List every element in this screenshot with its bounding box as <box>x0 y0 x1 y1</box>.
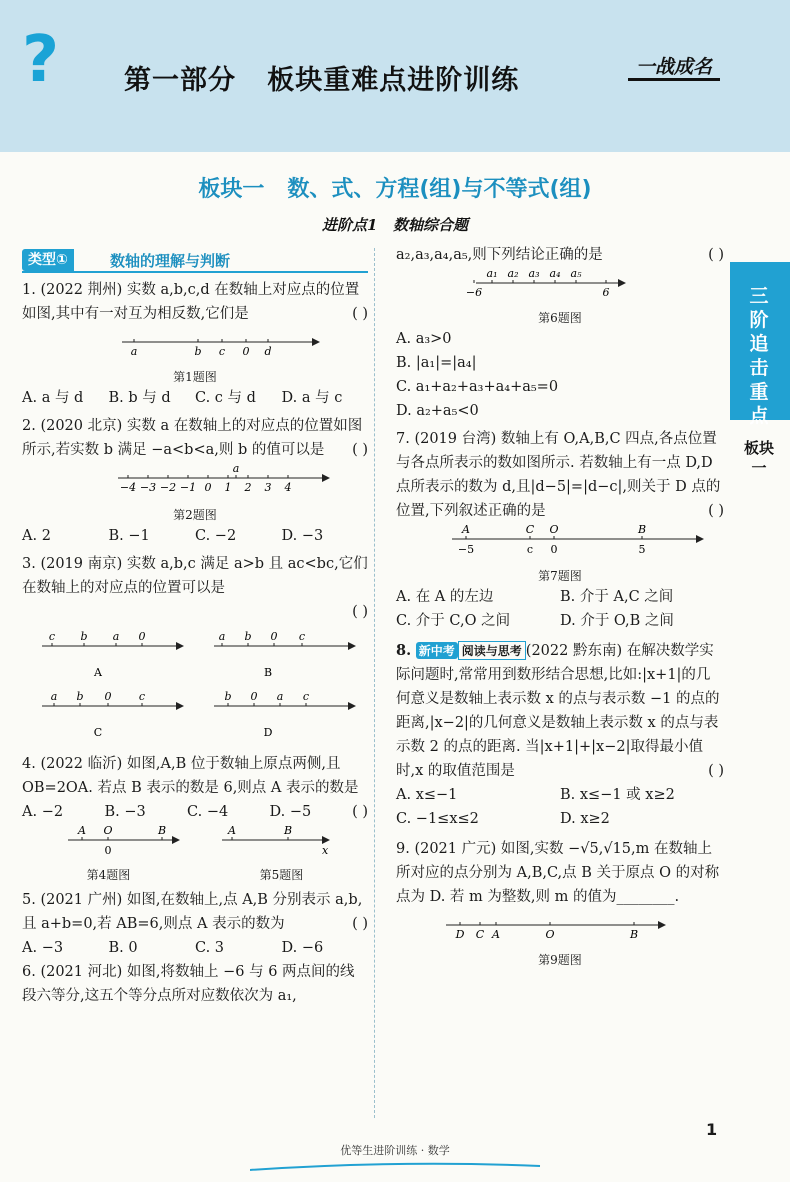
q9-point-1-label: C <box>475 928 485 941</box>
footer-text: 优等生进阶训练 · 数学 <box>340 1144 450 1157</box>
q3c-point-3-label: c <box>138 690 146 703</box>
part-title: 第一部分 板块重难点进阶训练 <box>124 65 520 96</box>
q7-stem: 7. (2019 台湾) 数轴上有 O,A,B,C 四点,各点位置与各点所表示的数如图所示. 若数轴上有一点 D,D 点所表示的数为 d,且|d−5|=|d−c|,则关于 D 点的位置,下列叙述正确的是 ( ) <box>396 431 724 519</box>
q4-option-b[interactable]: B. −3 <box>104 804 146 820</box>
q2-point-a-label: a <box>232 462 240 475</box>
q9-point-2-label: A <box>492 928 500 941</box>
q5-option-a[interactable]: A. −3 <box>22 940 64 956</box>
q1-point-0-label: a <box>130 345 138 358</box>
side-tab-label: 三阶追击重点 <box>749 285 769 427</box>
right-column <box>396 243 724 969</box>
q6-point-1-label: a₂ <box>507 267 519 280</box>
q6-point-2-label: a₃ <box>528 267 540 280</box>
q1-point-2-label: c <box>218 345 226 358</box>
q3c-point-0-label: a <box>50 690 58 703</box>
q6-option-d[interactable]: D. a₂+a₅<0 <box>396 403 479 419</box>
q4-arrow <box>172 836 180 844</box>
q3a-point-1-label: b <box>80 630 88 643</box>
section-title: 板块一 数、式、方程(组)与不等式(组) <box>198 177 592 202</box>
page-number: 1 <box>706 1120 718 1139</box>
q5-arrow <box>322 836 330 844</box>
q1-option-d[interactable]: D. a 与 c <box>281 390 343 406</box>
q6-pos6-label: 6 <box>602 286 610 299</box>
q3c-point-1-label: b <box>76 690 84 703</box>
side-tab-sub: 板块一 <box>744 439 775 477</box>
q6-point-3-label: a₄ <box>549 267 561 280</box>
q2-tick-7-label: 3 <box>264 481 272 494</box>
q7-C-label: C <box>525 523 535 536</box>
q7-value-1: c <box>526 543 534 556</box>
type-underline <box>22 271 368 273</box>
q7-options-1 <box>396 585 724 609</box>
q7-O-label: O <box>549 523 559 536</box>
q7-caption: 第7题图 <box>538 569 582 583</box>
q5-B-label: B <box>283 824 293 837</box>
left-column <box>22 278 368 1008</box>
q5-option-c[interactable]: C. 3 <box>195 940 225 956</box>
q1-caption: 第1题图 <box>173 370 217 384</box>
q8-stem: 8. 新中考 阅读与思考 (2022 黔东南) 在解决数学实际问题时,常常用到数形结合思想,比如:|x+1|的几何意义是数轴上表示数 x 的点与表示数 −1 的点的距离,|x−2|的几何意义是数轴上表示数 x 的点与表示数 2 的点的距离. 当|x+1|+|x−2|取得最小值时,x 的取值范围是 ( ) <box>396 642 724 779</box>
q6-point-0-label: a₁ <box>486 267 498 280</box>
q5-caption: 第5题图 <box>259 868 304 882</box>
q7-value-0: −5 <box>457 543 475 556</box>
q3d-point-1-label: 0 <box>250 690 258 703</box>
q2-option-b[interactable]: B. −1 <box>108 528 150 544</box>
q7-option-a[interactable]: A. 在 A 的左边 <box>396 589 494 605</box>
q2-tick-1-label: −3 <box>139 481 157 494</box>
q9-point-3-label: O <box>545 928 555 941</box>
q1-point-1-label: b <box>194 345 202 358</box>
q4-caption: 第4题图 <box>86 868 131 882</box>
q7-value-3: 5 <box>638 543 646 556</box>
q6-stem-cont: a₂,a₃,a₄,a₅,则下列结论正确的是 ( ) <box>396 247 724 263</box>
new-exam-tag: 新中考 <box>416 642 458 659</box>
q2-tick-2-label: −2 <box>159 481 177 494</box>
q5-A-label: A <box>228 824 236 837</box>
q2-caption: 第2题图 <box>173 508 217 522</box>
q5-options <box>22 936 368 960</box>
q3-choice-D[interactable]: D <box>263 726 273 739</box>
q2-tick-8-label: 4 <box>284 481 292 494</box>
q4-stem: 4. (2022 临沂) 如图,A,B 位于数轴上原点两侧,且 OB=2OA. 若点 B 表示的数是 6,则点 A 表示的数是 ( ) <box>22 756 368 820</box>
q4-q5-captions <box>22 866 368 884</box>
q9-axis <box>396 909 724 943</box>
q7-value-2: 0 <box>550 543 558 556</box>
q3-bracket: ( ) <box>352 604 368 620</box>
q7-option-c[interactable]: C. 介于 C,O 之间 <box>396 613 511 629</box>
q2-axis <box>22 462 368 498</box>
q3-choice-A[interactable]: A <box>94 666 102 679</box>
q5-x-label: x <box>322 844 329 857</box>
q7-options-2 <box>396 609 724 633</box>
q2-option-d[interactable]: D. −3 <box>281 528 324 544</box>
q4-O-label: O <box>103 824 113 837</box>
q1-option-a[interactable]: A. a 与 d <box>22 390 84 406</box>
q4-option-d[interactable]: D. −5 <box>269 804 312 820</box>
q9-stem: 9. (2021 广元) 如图,实数 −√5,√15,m 在数轴上所对应的点分别为 A,B,C,点 B 关于原点 O 的对称点为 D. 若 m 为整数,则 m 的值为________. <box>396 841 720 905</box>
q3d-point-0-label: b <box>224 690 232 703</box>
q4-option-a[interactable]: A. −2 <box>22 804 64 820</box>
topic-tag: 阅读与思考 <box>458 641 526 660</box>
sub-title: 进阶点1 数轴综合题 <box>321 216 469 234</box>
q2-tick-4-label: 0 <box>204 481 212 494</box>
q5-stem: 5. (2021 广州) 如图,在数轴上,点 A,B 分别表示 a,b,且 a+b=0,若 AB=6,则点 A 表示的数为 ( ) <box>22 892 368 932</box>
q5-option-d[interactable]: D. −6 <box>281 940 324 956</box>
q3a-arrow <box>176 642 184 650</box>
q2-tick-6-label: 2 <box>244 481 252 494</box>
q2-tick-0-label: −4 <box>119 481 137 494</box>
q8-options-1 <box>396 783 724 807</box>
q1-stem: 1. (2022 荆州) 实数 a,b,c,d 在数轴上对应点的位置如图,其中有一对互为相反数,它们是 ( ) <box>22 282 368 322</box>
q9-point-4-label: B <box>629 928 639 941</box>
q9-caption: 第9题图 <box>538 953 582 967</box>
q6-caption: 第6题图 <box>538 311 582 325</box>
q2-option-a[interactable]: A. 2 <box>22 528 51 544</box>
q6-axis <box>396 267 724 301</box>
q7-axis <box>396 523 724 559</box>
q4-options <box>22 800 352 824</box>
q3d-arrow <box>348 702 356 710</box>
q5-option-b[interactable]: B. 0 <box>108 940 138 956</box>
q4-zero-label: 0 <box>104 844 112 857</box>
brand-logo: 一战成名 <box>636 56 713 78</box>
q3b-point-1-label: b <box>244 630 252 643</box>
q4-A-label: A <box>78 824 86 837</box>
type-title: 数轴的理解与判断 <box>110 252 231 270</box>
q3d-point-3-label: c <box>302 690 310 703</box>
q3-axes <box>22 624 368 744</box>
q1-options <box>22 386 368 410</box>
q3c-point-2-label: 0 <box>104 690 112 703</box>
q6-option-a[interactable]: A. a₃>0 <box>396 331 452 347</box>
q3a-point-2-label: a <box>112 630 120 643</box>
q1-option-b[interactable]: B. b 与 d <box>108 390 171 406</box>
q8-option-b[interactable]: B. x≤−1 或 x≥2 <box>560 787 675 803</box>
q3d-point-2-label: a <box>276 690 284 703</box>
q2-options <box>22 524 368 548</box>
q7-option-b[interactable]: B. 介于 A,C 之间 <box>560 589 674 605</box>
q1-option-c[interactable]: C. c 与 d <box>195 390 256 406</box>
q6-point-4-label: a₅ <box>570 267 582 280</box>
q2-option-c[interactable]: C. −2 <box>195 528 237 544</box>
q8-option-a[interactable]: A. x≤−1 <box>396 787 458 803</box>
q8-options-2 <box>396 807 724 831</box>
q3-choice-C[interactable]: C <box>93 726 103 739</box>
q1-axis <box>22 326 368 360</box>
q1-point-4-label: d <box>264 345 272 358</box>
q3b-point-0-label: a <box>218 630 226 643</box>
q3-choice-B[interactable]: B <box>263 666 273 679</box>
q3a-point-3-label: 0 <box>138 630 146 643</box>
question-mark-icon: ? <box>22 23 60 97</box>
q3-stem: 3. (2019 南京) 实数 a,b,c 满足 a>b 且 ac<bc,它们在数轴上的对应点的位置可以是 <box>22 556 368 596</box>
type-badge: 类型① <box>22 249 74 271</box>
q9-point-0-label: D <box>455 928 465 941</box>
q8-option-c[interactable]: C. −1≤x≤2 <box>396 811 479 827</box>
q7-B-label: B <box>637 523 647 536</box>
q7-option-d[interactable]: D. 介于 O,B 之间 <box>560 613 674 629</box>
q1-point-3-label: 0 <box>242 345 250 358</box>
q2-stem: 2. (2020 北京) 实数 a 在数轴上的对应点的位置如图所示,若实数 b 满足 −a<b<a,则 b 的值可以是 ( ) <box>22 418 368 458</box>
q3a-point-0-label: c <box>48 630 56 643</box>
q2-tick-5-label: 1 <box>224 481 232 494</box>
q3b-point-2-label: 0 <box>270 630 278 643</box>
q6-option-c[interactable]: C. a₁+a₂+a₃+a₄+a₅=0 <box>396 379 559 395</box>
footer-swoosh-icon <box>250 1158 550 1176</box>
q6-neg6-label: −6 <box>465 286 483 299</box>
q6-stem: 6. (2021 河北) 如图,将数轴上 −6 与 6 两点间的线段六等分,这五个等分点所对应数依次为 a₁, <box>22 964 355 1004</box>
q4-option-c[interactable]: C. −4 <box>187 804 229 820</box>
q4-q5-axes <box>22 824 368 858</box>
q6-option-b[interactable]: B. |a₁|=|a₄| <box>396 355 477 371</box>
q2-tick-3-label: −1 <box>179 481 197 494</box>
brand-underline <box>628 78 720 81</box>
q8-option-d[interactable]: D. x≥2 <box>560 811 610 827</box>
q3b-point-3-label: c <box>298 630 306 643</box>
q3c-arrow <box>176 702 184 710</box>
q3b-arrow <box>348 642 356 650</box>
q4-B-label: B <box>157 824 167 837</box>
column-divider <box>374 248 375 1118</box>
q7-A-label: A <box>462 523 470 536</box>
